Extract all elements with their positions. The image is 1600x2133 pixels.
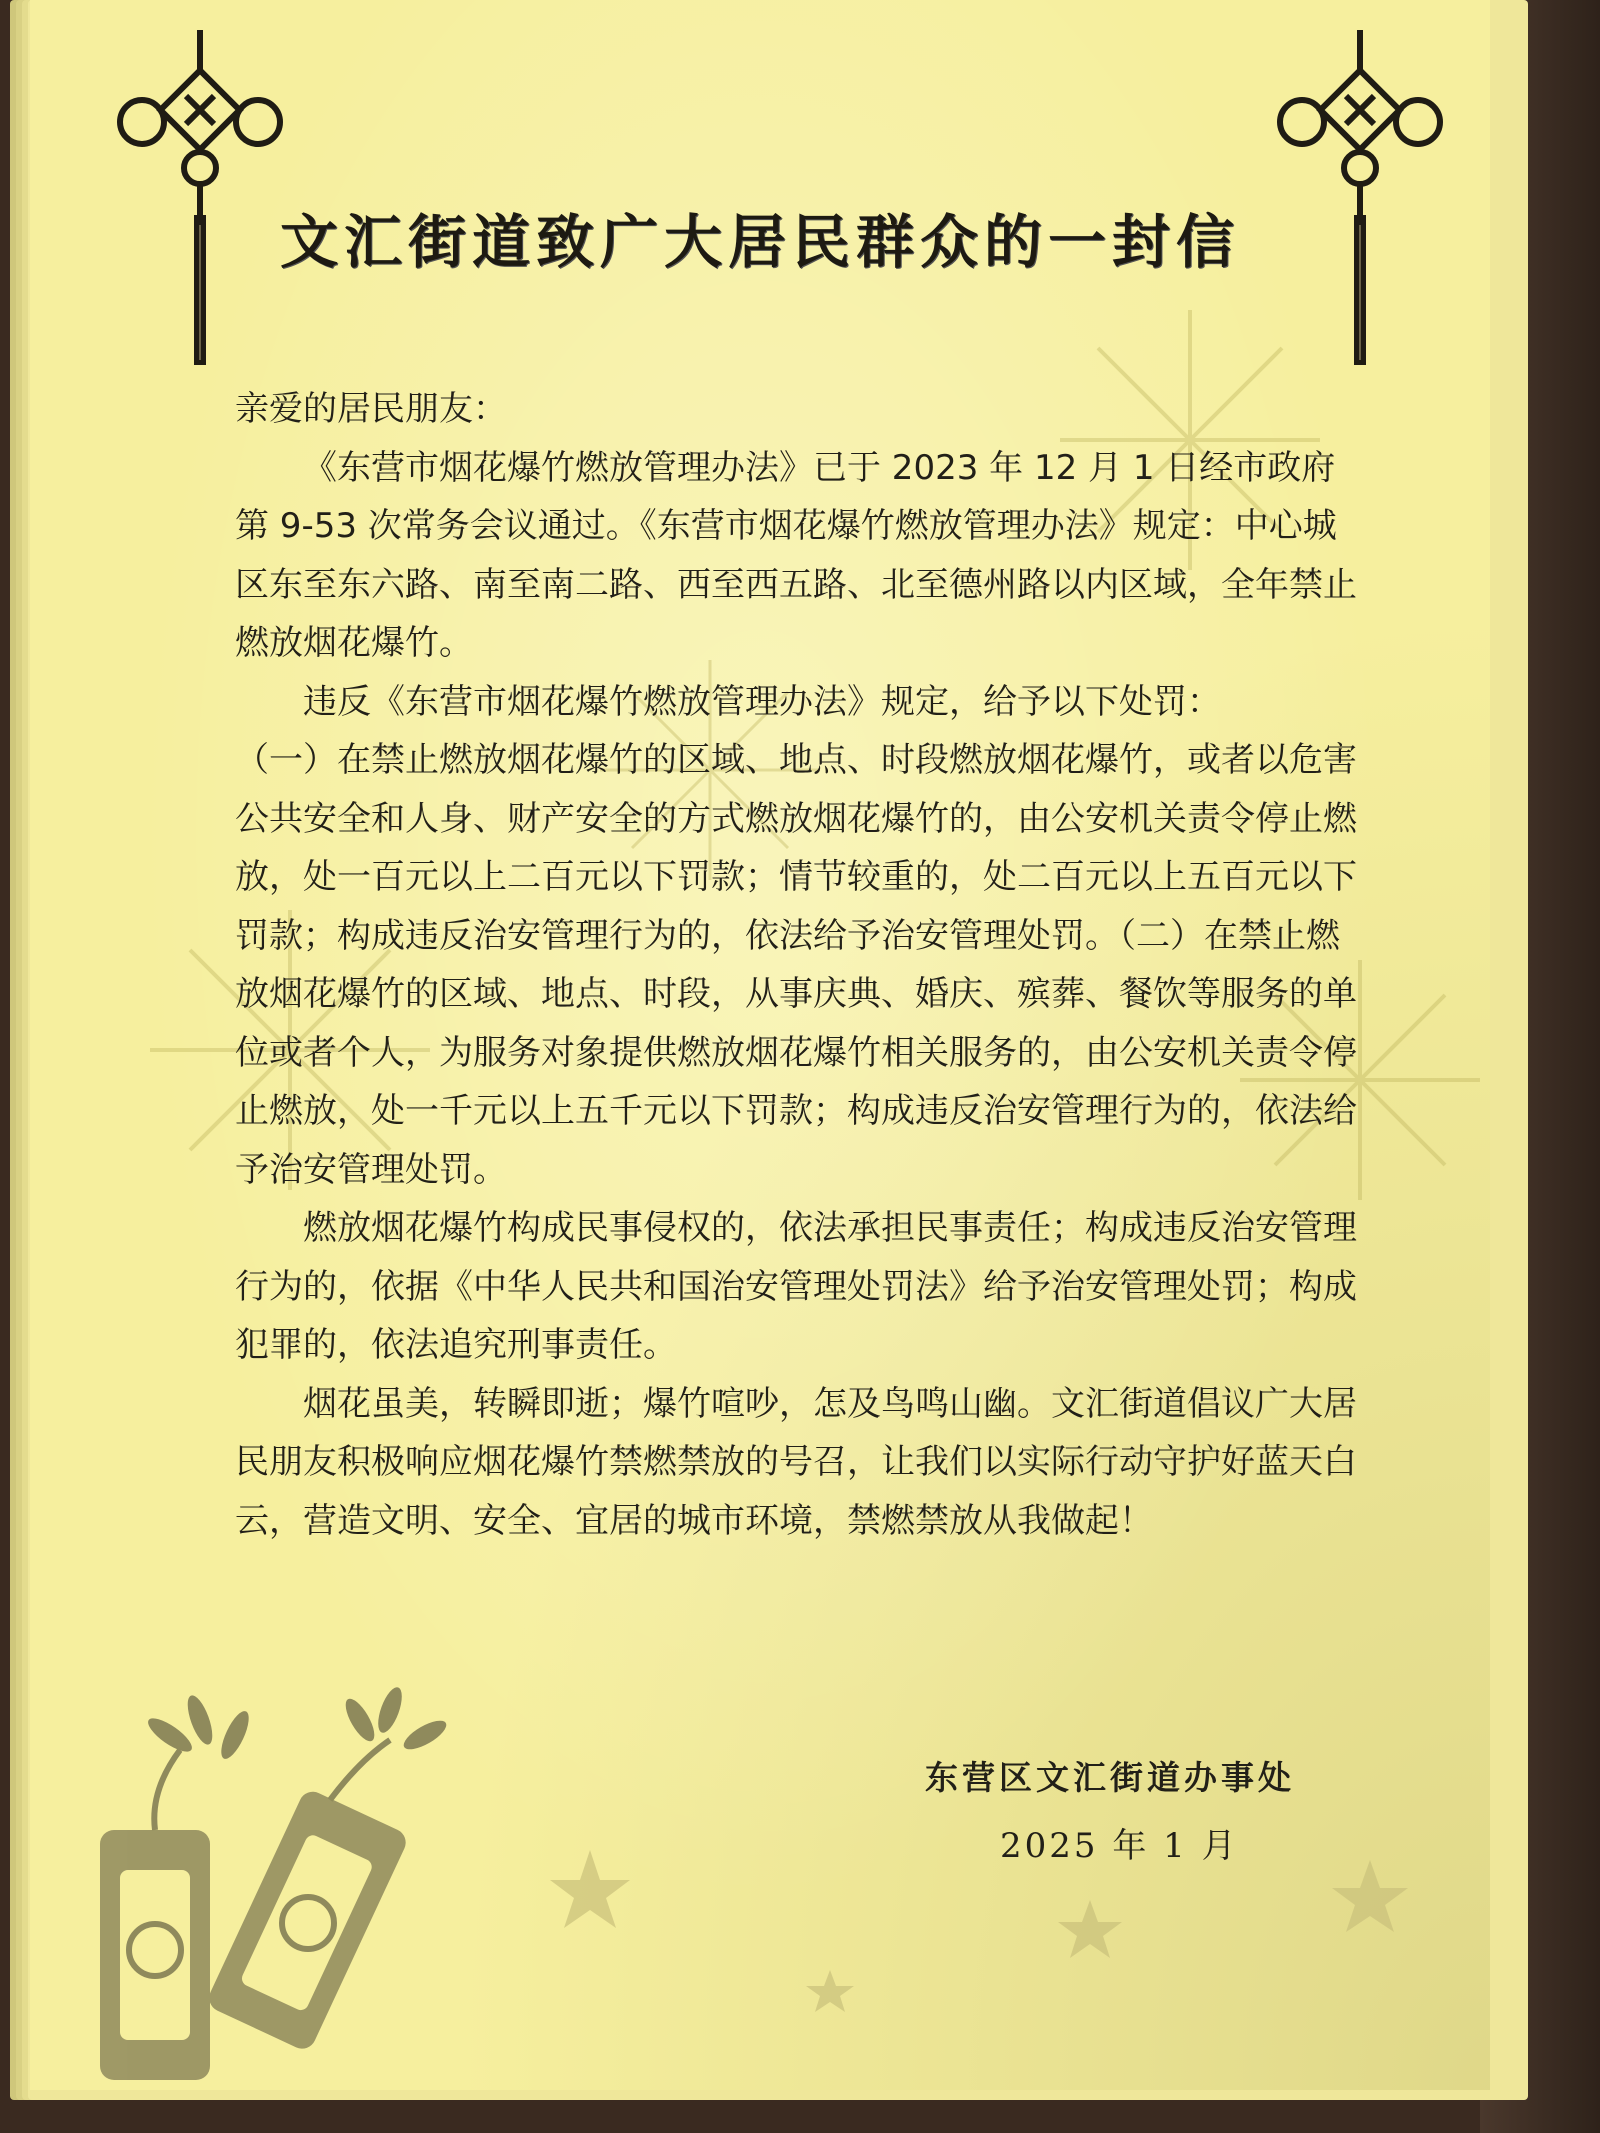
date: 2025 年 1 月 (1000, 1826, 1239, 1866)
greeting: 亲爱的居民朋友： (235, 389, 507, 429)
signature: 东营区文汇街道办事处 (925, 1758, 1295, 1797)
firecracker-icon (60, 1680, 480, 2090)
letter-page (30, 0, 1490, 2090)
paragraph: 《东营市烟花爆竹燃放管理办法》已于 2023 年 12 月 1 日经市政府第 9-53 次常务会议通过。《东营市烟花爆竹燃放管理办法》规定：中心城区东至东六路、南至南二路、西至西五路、北至德州路以内区域，全年禁止燃放烟花爆竹。 (235, 447, 1357, 663)
paragraph: 烟花虽美，转瞬即逝；爆竹喧吵，怎及鸟鸣山幽。文汇街道倡议广大居民朋友积极响应烟花爆竹禁燃禁放的号召，让我们以实际行动守护好蓝天白云，营造文明、安全、宜居的城市环境，禁燃禁放从我做起！ (235, 1383, 1357, 1541)
star-icon (530, 1820, 1430, 2060)
paragraph: 燃放烟花爆竹构成民事侵权的，依法承担民事责任；构成违反治安管理行为的，依据《中华人民共和国治安管理处罚法》给予治安管理处罚；构成犯罪的，依法追究刑事责任。 (235, 1208, 1357, 1365)
chinese-knot-icon (110, 30, 290, 370)
paragraph: （一）在禁止燃放烟花爆竹的区域、地点、时段燃放烟花爆竹，或者以危害公共安全和人身、财产安全的方式燃放烟花爆竹的，由公安机关责令停止燃放，处一百元以上二百元以下罚款；情节较重的，处二百元以上五百元以下罚款；构成违反治安管理行为的，依法给予治安管理处罚。（二）在禁止燃放烟花爆竹的区域、地点、时段，从事庆典、婚庆、殡葬、餐饮等服务的单位或者个人，为服务对象提供燃放烟花爆竹相关服务的，由公安机关责令停止燃放，处一千元以上五千元以下罚款；构成违反治安管理行为的，依法给予治安管理处罚。 (235, 740, 1357, 1190)
paragraph: 违反《东营市烟花爆竹燃放管理办法》规定，给予以下处罚： (303, 681, 1221, 722)
letter-title: 文汇街道致广大居民群众的一封信 (280, 208, 1241, 276)
letter-body (235, 380, 1365, 1550)
